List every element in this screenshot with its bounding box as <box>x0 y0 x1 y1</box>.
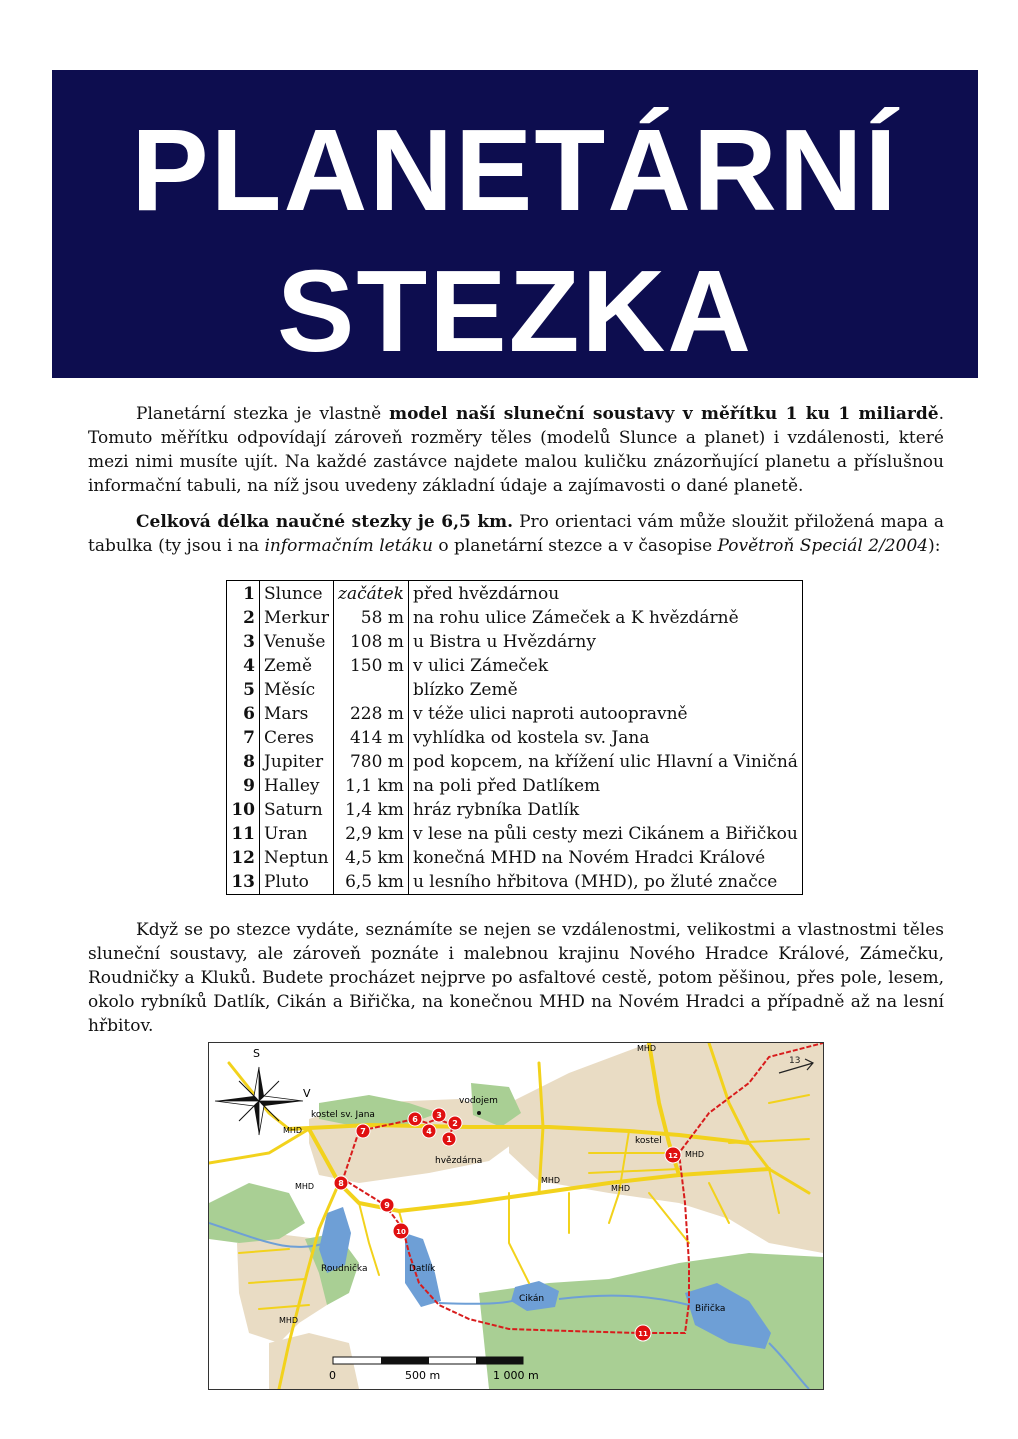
stop-marker-label: 1 <box>446 1135 452 1144</box>
stop-distance: 2,9 km <box>333 822 408 846</box>
mhd-label: MHD <box>283 1126 303 1135</box>
label-vodojem: vodojem <box>459 1096 498 1106</box>
stop-number: 13 <box>227 870 260 895</box>
stop-name: Uran <box>260 822 334 846</box>
stop-distance: 58 m <box>333 606 408 630</box>
stop-marker[interactable] <box>334 1176 348 1190</box>
stop-distance: 150 m <box>333 654 408 678</box>
stop-name: Saturn <box>260 798 334 822</box>
stop-location: na poli před Datlíkem <box>412 776 601 796</box>
stop-marker[interactable] <box>665 1147 681 1163</box>
stop-number: 7 <box>227 726 260 750</box>
stop-distance <box>333 678 408 702</box>
stop-location: před hvězdárnou <box>412 584 560 604</box>
title-line-1: PLANETÁRNÍ <box>131 105 899 235</box>
leaflet-italic: informačním letáku <box>264 536 433 556</box>
compass-east-label: V <box>303 1087 311 1100</box>
stop-row <box>227 606 803 630</box>
stop-marker-label: 9 <box>384 1201 390 1210</box>
mhd-label: MHD <box>611 1184 631 1193</box>
stop-location: u lesního hřbitova (MHD), po žluté značce <box>412 872 778 892</box>
stop-name: Měsíc <box>260 678 334 702</box>
magazine-italic: Povětroň Speciál 2/2004 <box>717 536 929 556</box>
urban-area-east <box>509 1043 823 1253</box>
stop-number: 12 <box>227 846 260 870</box>
length-bold: Celková délka naučné stezky je 6,5 km. <box>136 512 514 532</box>
stop-marker[interactable] <box>422 1124 436 1138</box>
stop-marker[interactable] <box>635 1325 651 1341</box>
stop-number: 9 <box>227 774 260 798</box>
stop-number: 10 <box>227 798 260 822</box>
stop-row <box>227 702 803 726</box>
stop-name: Halley <box>260 774 334 798</box>
stop-marker-label: 12 <box>668 1152 678 1160</box>
stop-row <box>227 630 803 654</box>
stop-distance: 780 m <box>333 750 408 774</box>
intro-rest: . Tomuto měřítku odpovídají zároveň rozměry těles (modelů Slunce a planet) i vzdálenosti, které mezi nimi musíte ujít. Na každé zastávce najdete malou kuličku znázorňující planetu a příslušnou informační tabuli, na níž jsou uvedeny základní údaje a zajímavosti o dané planetě. <box>88 404 944 496</box>
stop-distance: 228 m <box>333 702 408 726</box>
stop-marker-label: 2 <box>452 1119 458 1128</box>
stop-marker[interactable] <box>380 1198 394 1212</box>
arrow-13-label: 13 <box>789 1056 801 1066</box>
stop-location: hráz rybníka Datlík <box>412 800 580 820</box>
title-line-2: STEZKA <box>277 246 753 376</box>
stop-row <box>227 750 803 774</box>
stop-number: 8 <box>227 750 260 774</box>
stop-distance: začátek <box>333 581 408 607</box>
stop-distance: 414 m <box>333 726 408 750</box>
stop-location: vyhlídka od kostela sv. Jana <box>412 728 650 748</box>
stop-marker-label: 6 <box>412 1115 418 1124</box>
length-text-2: o planetární stezce a v časopise <box>432 536 718 556</box>
mhd-label: MHD <box>295 1182 315 1191</box>
stop-name: Merkur <box>260 606 334 630</box>
length-text-1: Pro orientaci vám může sloužit přiložená mapa a tabulka (ty jsou i na <box>88 512 944 556</box>
stop-location: konečná MHD na Novém Hradci Králové <box>412 848 766 868</box>
scale-label-1000: 1 000 m <box>493 1369 539 1382</box>
trail-map <box>208 1042 824 1390</box>
stop-marker[interactable] <box>408 1112 422 1126</box>
stop-location: pod kopcem, na křížení ulic Hlavní a Viničná <box>412 752 798 772</box>
scale-bar <box>329 1357 539 1382</box>
outro-text: Když se po stezce vydáte, seznámíte se nejen se vzdálenostmi, velikostmi a vlastnostmi těles sluneční soustavy, ale zároveň poznáte i malebnou krajinu Nového Hradce Králové, Zámečku, Roudničky a Kluků. Budete procházet nejprve po asfaltové cestě, potom pěšinou, přes pole, lesem, okolo rybníků Datlík, Cikán a Biřička, na konečnou MHD na Novém Hradci a případně až na lesní hřbitov. <box>88 920 944 1036</box>
map-svg <box>209 1043 823 1389</box>
stop-location: u Bistra u Hvězdárny <box>412 632 596 652</box>
stop-row <box>227 774 803 798</box>
length-text-3: ): <box>928 536 941 556</box>
stop-marker[interactable] <box>393 1223 409 1239</box>
stop-marker-label: 10 <box>396 1228 406 1236</box>
outro-paragraph <box>88 918 944 1038</box>
label-kostel: kostel <box>635 1136 662 1146</box>
stop-name: Země <box>260 654 334 678</box>
scale-label-0: 0 <box>329 1369 336 1382</box>
stop-number: 2 <box>227 606 260 630</box>
intro-bold: model naší sluneční soustavy v měřítku 1 ku 1 miliardě <box>389 404 939 424</box>
stop-number: 3 <box>227 630 260 654</box>
stop-name: Mars <box>260 702 334 726</box>
stop-location: v ulici Zámeček <box>412 656 549 676</box>
stop-location: v téže ulici naproti autoopravně <box>412 704 688 724</box>
stop-marker-label: 4 <box>426 1127 432 1136</box>
stop-distance: 4,5 km <box>333 846 408 870</box>
label-biricka: Biřička <box>695 1304 726 1314</box>
forest-west <box>209 1183 305 1243</box>
label-datlik: Datlík <box>409 1264 436 1274</box>
mhd-label: MHD <box>541 1176 561 1185</box>
stop-row <box>227 822 803 846</box>
compass-north-label: S <box>253 1047 260 1060</box>
vodojem-dot <box>477 1111 481 1115</box>
intro-paragraph <box>88 402 944 498</box>
stop-marker[interactable] <box>356 1124 370 1138</box>
stop-marker-label: 8 <box>338 1179 344 1188</box>
stop-marker[interactable] <box>442 1132 456 1146</box>
stop-row <box>227 678 803 702</box>
stop-distance: 6,5 km <box>333 870 408 895</box>
stop-row <box>227 654 803 678</box>
stop-location: na rohu ulice Zámeček a K hvězdárně <box>412 608 739 628</box>
mhd-label: MHD <box>637 1044 657 1053</box>
stop-name: Ceres <box>260 726 334 750</box>
stop-number: 1 <box>227 581 260 607</box>
mhd-label: MHD <box>279 1316 299 1325</box>
stop-distance: 1,4 km <box>333 798 408 822</box>
stop-number: 4 <box>227 654 260 678</box>
stop-name: Slunce <box>260 581 334 607</box>
mhd-label: MHD <box>685 1150 705 1159</box>
stop-row <box>227 870 803 895</box>
stop-distance: 1,1 km <box>333 774 408 798</box>
stop-number: 5 <box>227 678 260 702</box>
stops-table <box>226 580 803 895</box>
stop-marker-label: 7 <box>360 1127 366 1136</box>
scale-label-500: 500 m <box>405 1369 441 1382</box>
stop-location: v lese na půli cesty mezi Cikánem a Biřičkou <box>412 824 798 844</box>
stop-name: Venuše <box>260 630 334 654</box>
stop-marker[interactable] <box>448 1116 462 1130</box>
stop-marker-label: 3 <box>436 1111 442 1120</box>
stop-marker-label: 11 <box>638 1330 648 1338</box>
stop-name: Neptun <box>260 846 334 870</box>
title-banner <box>52 70 978 378</box>
stop-number: 6 <box>227 702 260 726</box>
length-paragraph <box>88 510 944 558</box>
stop-name: Jupiter <box>260 750 334 774</box>
intro-lead: Planetární stezka je vlastně <box>136 404 390 424</box>
stop-location: blízko Země <box>412 680 518 700</box>
label-roudnicka: Roudnička <box>321 1264 368 1274</box>
stop-distance: 108 m <box>333 630 408 654</box>
stop-marker[interactable] <box>432 1108 446 1122</box>
stop-name: Pluto <box>260 870 334 895</box>
stop-row <box>227 726 803 750</box>
stop-row <box>227 846 803 870</box>
compass-rose-icon <box>215 1067 303 1135</box>
stop-row <box>227 798 803 822</box>
stop-number: 11 <box>227 822 260 846</box>
label-cikan: Cikán <box>519 1294 545 1304</box>
label-hvezdarna: hvězdárna <box>435 1156 483 1166</box>
stop-row <box>227 581 803 607</box>
label-kostel-jana: kostel sv. Jana <box>311 1110 375 1120</box>
